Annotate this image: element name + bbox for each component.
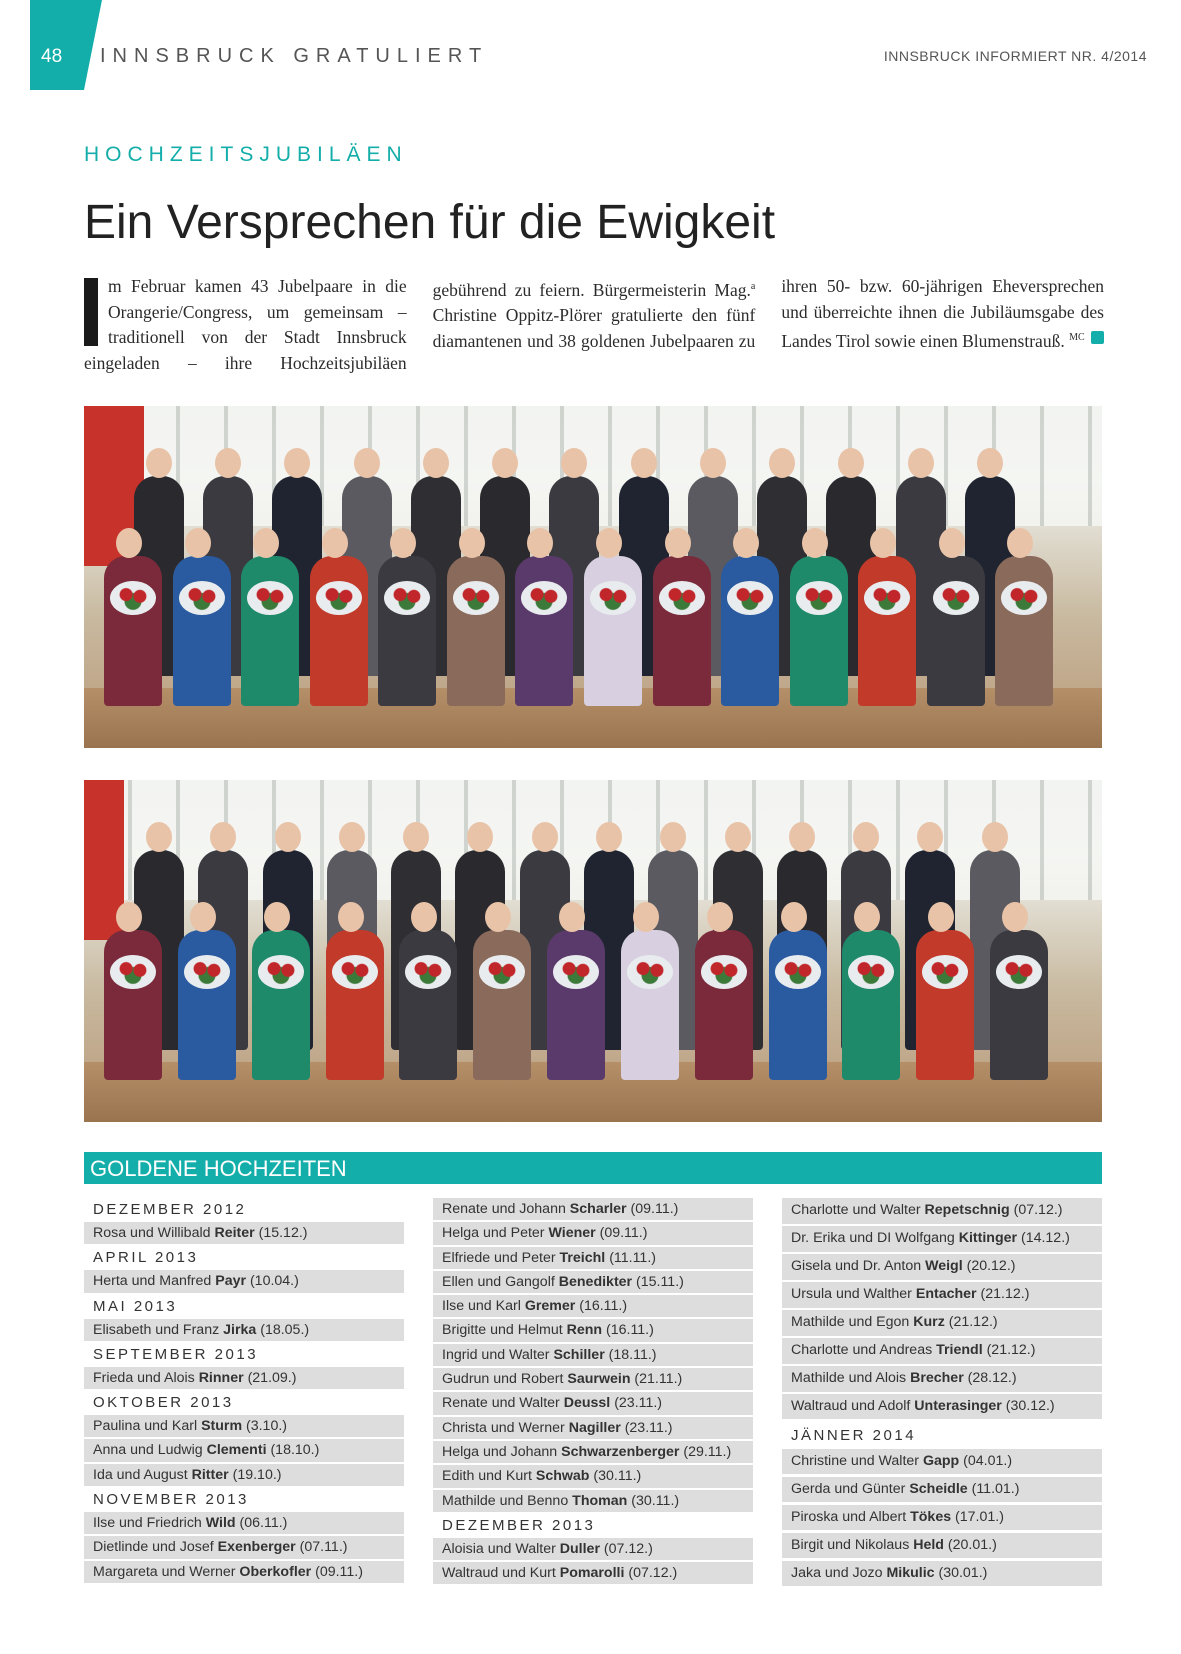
wedding-date: (17.01.)	[951, 1508, 1004, 1525]
couple-surname: Payr	[215, 1273, 247, 1290]
wedding-date: (09.11.)	[595, 1225, 648, 1242]
couple-surname: Repetschnig	[924, 1202, 1010, 1218]
couple-surname: Oberkofler	[239, 1563, 312, 1580]
flower-bouquet	[659, 581, 705, 615]
couple-entry	[782, 1226, 1102, 1252]
wedding-date: (16.11.)	[575, 1298, 628, 1315]
flower-bouquet	[332, 955, 378, 989]
couple-entry	[84, 1367, 404, 1389]
person-seated	[104, 930, 162, 1080]
person-seated	[178, 930, 236, 1080]
couple-names: Piroska und Albert	[791, 1508, 911, 1525]
couple-names: Herta und Manfred	[93, 1273, 216, 1290]
couple-entry	[84, 1464, 404, 1486]
month-heading: NOVEMBER 2013	[93, 1491, 249, 1509]
month-heading: SEPTEMBER 2013	[93, 1345, 259, 1363]
person-seated	[653, 556, 711, 706]
flower-bouquet	[184, 955, 230, 989]
couple-surname: Schwarzenberger	[561, 1443, 680, 1460]
couple-names: Frieda und Alois	[93, 1369, 199, 1386]
wedding-date: (07.12.)	[624, 1565, 678, 1582]
flower-bouquet	[864, 581, 910, 615]
couple-surname: Nagiller	[568, 1419, 621, 1436]
couple-names: Waltraud und Adolf	[791, 1397, 915, 1414]
section-title: INNSBRUCK GRATULIERT	[100, 45, 489, 67]
couple-surname: Schwab	[535, 1468, 590, 1485]
table-column-2	[433, 1198, 753, 1586]
couple-surname: Treichl	[559, 1249, 606, 1266]
wedding-date: (10.04.)	[246, 1273, 299, 1290]
wedding-date: (09.11.)	[311, 1563, 363, 1580]
couple-entry	[433, 1417, 753, 1439]
couple-surname: Wiener	[548, 1225, 596, 1242]
couple-surname: Clementi	[206, 1442, 267, 1459]
couple-surname: Held	[913, 1536, 944, 1553]
couple-names: Mathilde und Egon	[791, 1313, 914, 1330]
couple-surname: Wild	[205, 1515, 236, 1532]
couple-names: Charlotte und Andreas	[791, 1341, 937, 1358]
couple-names: Waltraud und Kurt	[442, 1565, 560, 1582]
couple-names: Ida und August	[93, 1466, 192, 1483]
couple-surname: Schiller	[553, 1346, 605, 1363]
couple-entry	[433, 1247, 753, 1269]
couple-surname: Gapp	[922, 1452, 960, 1469]
drop-cap-i	[84, 278, 98, 346]
person-seated	[310, 556, 368, 706]
person-seated	[769, 930, 827, 1080]
couple-surname: Triendl	[936, 1341, 983, 1358]
couple-names: Ellen und Gangolf	[442, 1273, 559, 1290]
article-kicker: HOCHZEITSJUBILÄEN	[84, 143, 408, 166]
couple-surname: Kurz	[913, 1313, 945, 1330]
wedding-date: (29.11.)	[679, 1443, 732, 1460]
intro-text-part-1: m Februar kamen 43 Jubelpaare in die Orangerie/Congress, um gemeinsam – traditionell von der Stadt Innsbruck eingeladen – ihre Hochzeitsjubiläen gebührend zu feiern. Bürgermeisterin Mag.	[84, 276, 751, 373]
wedding-date: (28.12.)	[963, 1369, 1017, 1386]
couple-entry	[433, 1198, 753, 1220]
wedding-date: (04.01.)	[959, 1452, 1013, 1469]
couple-entry	[433, 1368, 753, 1390]
wedding-date: (07.12.)	[1009, 1202, 1063, 1218]
flower-bouquet	[627, 955, 673, 989]
couple-names: Brigitte und Helmut	[442, 1322, 567, 1339]
couple-names: Anna und Ludwig	[93, 1442, 207, 1459]
couple-surname: Entacher	[915, 1285, 977, 1302]
month-heading: DEZEMBER 2012	[93, 1201, 247, 1218]
couple-names: Elisabeth und Franz	[93, 1321, 224, 1338]
flower-bouquet	[247, 581, 293, 615]
couple-surname: Scheidle	[909, 1480, 968, 1497]
wedding-date: (15.11.)	[632, 1273, 684, 1290]
flower-bouquet	[110, 581, 156, 615]
couple-surname: Kittinger	[958, 1229, 1018, 1246]
wedding-date: (21.09.)	[243, 1369, 297, 1386]
couple-names: Dietlinde und Josef	[93, 1539, 218, 1556]
person-seated	[842, 930, 900, 1080]
couple-names: Charlotte und Walter	[791, 1202, 925, 1218]
person-seated	[584, 556, 642, 706]
flower-bouquet	[316, 581, 362, 615]
wedding-date: (30.11.)	[589, 1468, 642, 1485]
table-column-3	[782, 1198, 1102, 1589]
couple-entry	[433, 1562, 753, 1584]
couple-entry	[433, 1441, 753, 1463]
person-seated	[399, 930, 457, 1080]
wedding-date: (16.11.)	[602, 1322, 654, 1339]
couple-entry	[433, 1538, 753, 1560]
person-seated	[621, 930, 679, 1080]
person-seated	[858, 556, 916, 706]
couple-entry	[84, 1536, 404, 1558]
article-end-icon	[1091, 331, 1104, 344]
table-column-1	[84, 1198, 404, 1585]
couple-surname: Weigl	[925, 1257, 963, 1274]
wedding-date: (21.11.)	[630, 1371, 683, 1388]
person-seated	[547, 930, 605, 1080]
couple-names: Renate und Walter	[442, 1395, 564, 1412]
couple-entry	[782, 1282, 1102, 1308]
couple-entry	[782, 1394, 1102, 1420]
group-photo-1	[84, 406, 1102, 748]
person-seated	[990, 930, 1048, 1080]
couple-surname: Scharler	[569, 1201, 627, 1217]
flower-bouquet	[110, 955, 156, 989]
wedding-date: (23.11.)	[610, 1395, 663, 1412]
wedding-date: (20.12.)	[962, 1257, 1016, 1274]
couple-entry	[84, 1512, 404, 1534]
article-intro	[84, 274, 1104, 376]
wedding-date: (30.11.)	[627, 1492, 680, 1509]
month-heading: APRIL 2013	[93, 1249, 199, 1267]
wedding-date: (20.01.)	[943, 1536, 997, 1553]
wedding-date: (18.10.)	[266, 1442, 320, 1459]
couple-entry	[433, 1465, 753, 1487]
person-seated	[326, 930, 384, 1080]
page-number: 48	[41, 46, 63, 67]
wedding-date: (19.10.)	[228, 1466, 282, 1483]
group-photo-2	[84, 780, 1102, 1122]
flower-bouquet	[453, 581, 499, 615]
couple-names: Paulina und Karl	[93, 1418, 202, 1435]
person-seated	[916, 930, 974, 1080]
couple-entry	[782, 1338, 1102, 1364]
couple-names: Ilse und Karl	[442, 1298, 525, 1315]
person-seated	[173, 556, 231, 706]
person-seated	[995, 556, 1053, 706]
couple-entry	[782, 1533, 1102, 1559]
month-heading: JÄNNER 2014	[791, 1426, 917, 1444]
couple-names: Gudrun und Robert	[442, 1371, 568, 1388]
couple-names: Ursula und Walther	[791, 1285, 916, 1302]
flower-bouquet	[553, 955, 599, 989]
wedding-date: (07.12.)	[599, 1540, 653, 1557]
couple-surname: Exenberger	[217, 1539, 296, 1556]
intro-text-part-2: Christine Oppitz-Plörer gratulierte den fünf diamantenen und 38 goldenen Jubelpaaren zu ihren 50- bzw. 60-jährigen Eheversprechen und überreichte ihnen die Jubiläumsgabe des Landes Tirol sowie einen Blumenstrauß.	[432, 276, 1104, 351]
couple-surname: Rinner	[198, 1369, 244, 1386]
person-seated	[447, 556, 505, 706]
person-seated	[927, 556, 985, 706]
couple-entry	[433, 1271, 753, 1293]
couple-entry	[433, 1222, 753, 1244]
intro-superscript: a	[750, 281, 756, 292]
couple-names: Christine und Walter	[791, 1452, 923, 1469]
couple-surname: Benedikter	[558, 1273, 633, 1290]
person-seated	[473, 930, 531, 1080]
flower-bouquet	[384, 581, 430, 615]
flower-bouquet	[922, 955, 968, 989]
couple-names: Rosa und Willibald	[93, 1225, 215, 1241]
couple-entry	[433, 1392, 753, 1414]
article-headline: Ein Versprechen für die Ewigkeit	[84, 196, 776, 249]
couple-entry	[782, 1366, 1102, 1392]
couple-names: Aloisia und Walter	[442, 1540, 560, 1557]
couple-entry	[782, 1198, 1102, 1224]
couple-entry	[782, 1310, 1102, 1336]
flower-bouquet	[701, 955, 747, 989]
flower-bouquet	[179, 581, 225, 615]
wedding-date: (15.12.)	[254, 1225, 308, 1241]
flower-bouquet	[775, 955, 821, 989]
wedding-date: (3.10.)	[242, 1418, 288, 1435]
couple-entry	[433, 1344, 753, 1366]
flower-bouquet	[796, 581, 842, 615]
author-initials: MC	[1069, 332, 1085, 343]
couple-entry	[433, 1295, 753, 1317]
couple-names: Elfriede und Peter	[442, 1249, 560, 1266]
couple-surname: Ritter	[191, 1466, 229, 1483]
couple-surname: Thoman	[572, 1492, 628, 1509]
couple-surname: Pomarolli	[559, 1565, 625, 1582]
couple-surname: Tökes	[910, 1508, 952, 1525]
couple-surname: Unterasinger	[914, 1397, 1002, 1414]
couple-names: Gerda und Günter	[791, 1480, 910, 1497]
couple-names: Edith und Kurt	[442, 1468, 536, 1485]
wedding-date: (14.12.)	[1017, 1229, 1070, 1246]
couple-entry	[84, 1561, 404, 1583]
couple-entry	[84, 1439, 404, 1461]
issue-label: INNSBRUCK INFORMIERT NR. 4/2014	[883, 48, 1147, 64]
couple-entry	[84, 1222, 404, 1244]
wedding-date: (21.12.)	[944, 1313, 998, 1330]
couple-entry	[433, 1490, 753, 1512]
couple-names: Helga und Johann	[442, 1443, 562, 1460]
wedding-date: (11.11.)	[605, 1249, 656, 1266]
couple-surname: Reiter	[214, 1225, 255, 1241]
month-heading: DEZEMBER 2013	[442, 1516, 596, 1534]
couple-names: Gisela und Dr. Anton	[791, 1257, 926, 1274]
couple-surname: Renn	[566, 1322, 603, 1339]
couple-surname: Mikulic	[886, 1564, 935, 1581]
flower-bouquet	[996, 955, 1042, 989]
flower-bouquet	[590, 581, 636, 615]
couple-surname: Gremer	[524, 1298, 576, 1315]
couple-names: Ingrid und Walter	[442, 1346, 554, 1363]
wedding-date: (07.11.)	[295, 1539, 348, 1556]
couple-entry	[84, 1270, 404, 1292]
person-seated	[515, 556, 573, 706]
month-heading: OKTOBER 2013	[93, 1394, 234, 1412]
person-seated	[252, 930, 310, 1080]
wedding-date: (30.01.)	[934, 1564, 988, 1581]
couple-surname: Duller	[559, 1540, 600, 1557]
couple-entry	[782, 1254, 1102, 1280]
couple-names: Dr. Erika und DI Wolfgang	[791, 1229, 959, 1246]
flower-bouquet	[727, 581, 773, 615]
wedding-date: (21.12.)	[982, 1341, 1036, 1358]
couple-entry	[433, 1319, 753, 1341]
wedding-date: (09.11.)	[626, 1201, 679, 1217]
couple-surname: Saurwein	[567, 1371, 631, 1388]
couple-entry	[782, 1449, 1102, 1475]
person-seated	[104, 556, 162, 706]
couple-entry	[84, 1415, 404, 1437]
couple-names: Helga und Peter	[442, 1225, 549, 1242]
couple-entry	[782, 1477, 1102, 1503]
month-heading: MAI 2013	[93, 1297, 178, 1315]
wedding-date: (06.11.)	[235, 1515, 288, 1532]
flower-bouquet	[933, 581, 979, 615]
couple-surname: Brecher	[910, 1369, 964, 1386]
couple-names: Mathilde und Alois	[791, 1369, 911, 1386]
couple-surname: Sturm	[201, 1418, 243, 1435]
wedding-date: (18.05.)	[256, 1321, 310, 1338]
person-seated	[378, 556, 436, 706]
table-title: GOLDENE HOCHZEITEN	[84, 1152, 1102, 1184]
person-seated	[695, 930, 753, 1080]
person-seated	[790, 556, 848, 706]
couple-names: Birgit und Nikolaus	[791, 1536, 914, 1553]
page-number-tab	[30, 0, 102, 90]
couple-entry	[782, 1561, 1102, 1587]
person-seated	[241, 556, 299, 706]
wedding-date: (23.11.)	[620, 1419, 673, 1436]
person-seated	[721, 556, 779, 706]
flower-bouquet	[479, 955, 525, 989]
couple-names: Mathilde und Benno	[442, 1492, 573, 1509]
couple-names: Renate und Johann	[442, 1201, 570, 1217]
wedding-date: (21.12.)	[976, 1285, 1030, 1302]
wedding-date: (11.01.)	[967, 1480, 1020, 1497]
couple-names: Margareta und Werner	[93, 1563, 240, 1580]
wedding-date: (30.12.)	[1001, 1397, 1055, 1414]
couple-names: Christa und Werner	[442, 1419, 569, 1436]
flower-bouquet	[258, 955, 304, 989]
couple-names: Ilse und Friedrich	[93, 1515, 206, 1532]
couple-entry	[782, 1505, 1102, 1531]
couple-entry	[84, 1319, 404, 1341]
couple-surname: Jirka	[223, 1321, 257, 1338]
couple-surname: Deussl	[563, 1395, 611, 1412]
wedding-date: (18.11.)	[604, 1346, 657, 1363]
couple-names: Jaka und Jozo	[791, 1564, 887, 1581]
